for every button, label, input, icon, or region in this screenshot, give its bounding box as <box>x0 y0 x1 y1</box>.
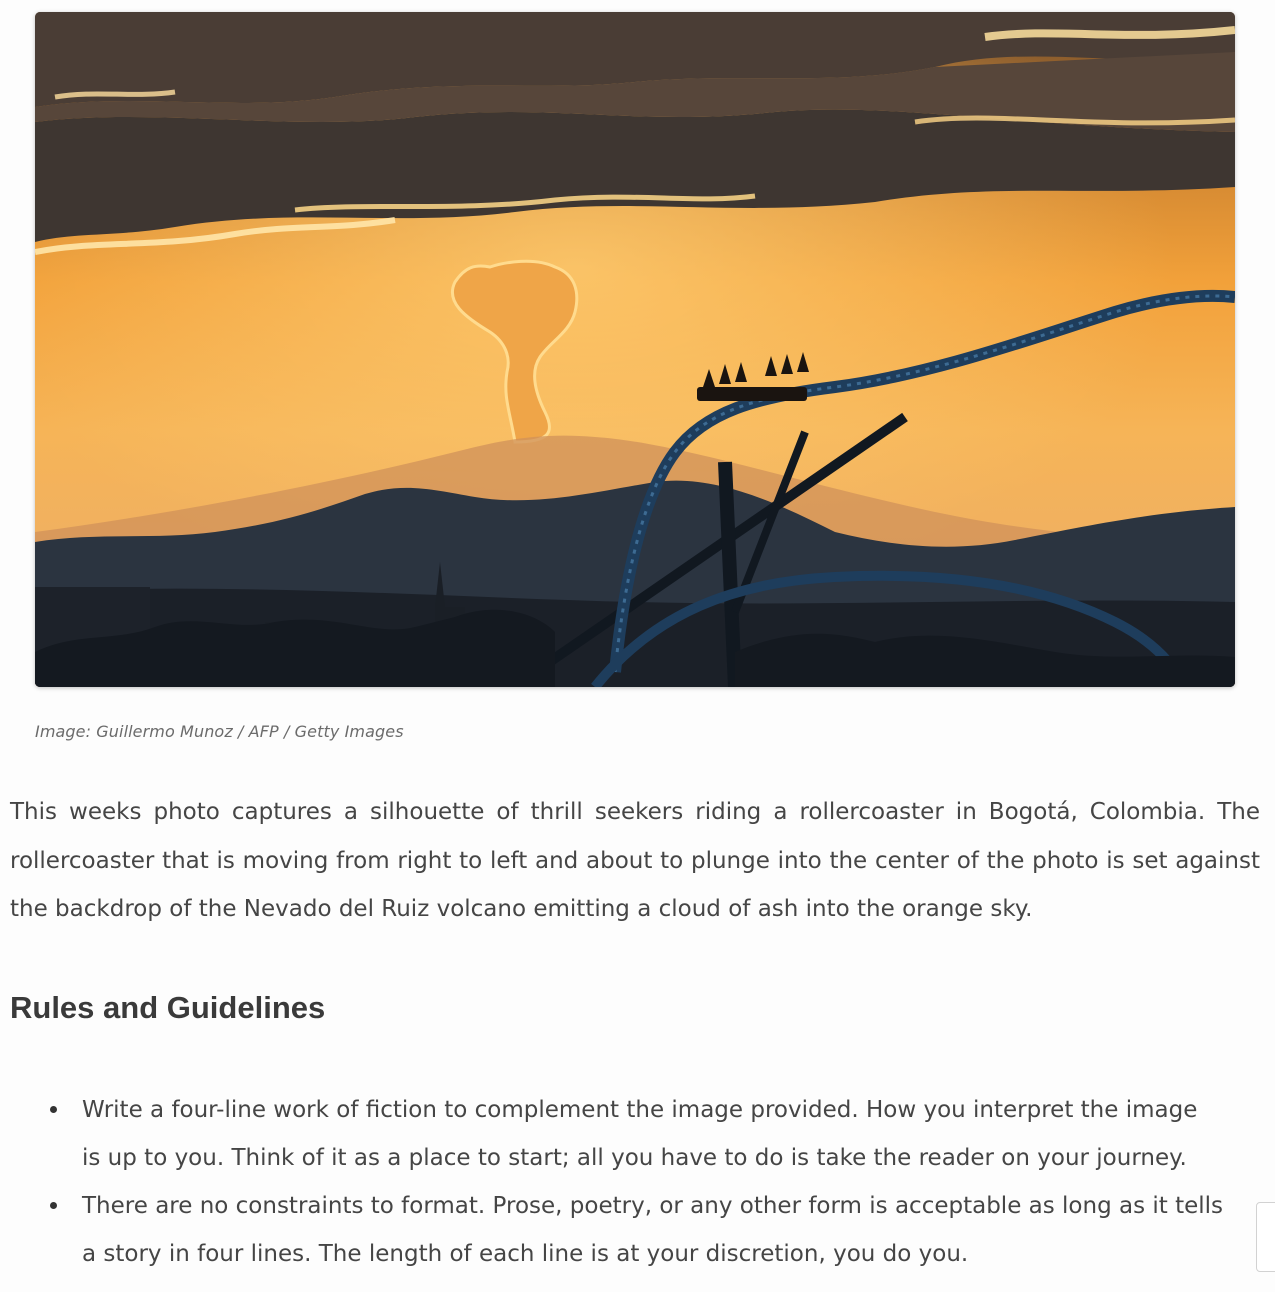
photo-credit-caption: Image: Guillermo Munoz / AFP / Getty Images <box>35 722 404 741</box>
rule-item <box>36 1086 1260 1182</box>
rule-text: Write a four-line work of fiction to complement the image provided. How you interpret the image is up to you. Think of it as a place to start; all you have to do is take the reader on your journey. <box>82 1097 1198 1171</box>
floating-side-button[interactable] <box>1256 1202 1275 1272</box>
bullet-icon <box>50 1202 57 1209</box>
rules-list <box>36 1086 1260 1278</box>
rollercoaster-volcano-photo <box>35 12 1235 687</box>
bullet-icon <box>50 1106 57 1113</box>
rule-item <box>36 1182 1260 1278</box>
rule-text: There are no constraints to format. Prose, poetry, or any other form is acceptable as long as it tells a story in four lines. The length of each line is at your discretion, you do you. <box>82 1193 1224 1267</box>
intro-paragraph: This weeks photo captures a silhouette of thrill seekers riding a rollercoaster in Bogotá, Colombia. The rollercoaster that is moving from right to left and about to plunge into the center of the photo is set against the backdrop of the Nevado del Ruiz volcano emitting a cloud of ash into the orange sky. <box>10 799 1260 922</box>
rules-heading: Rules and Guidelines <box>10 990 326 1025</box>
